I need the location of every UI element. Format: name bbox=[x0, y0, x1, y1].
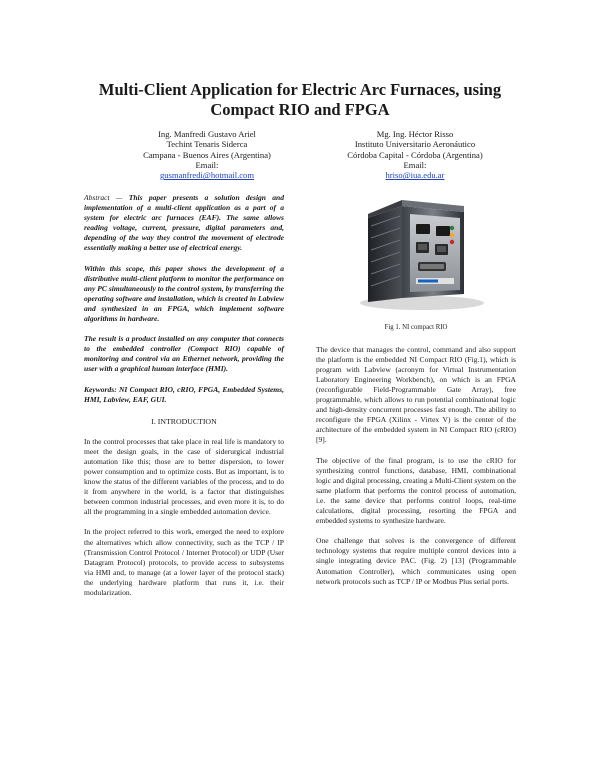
author-affiliation: Instituto Universitario Aeronáutico bbox=[354, 139, 476, 150]
abstract-paragraph bbox=[84, 193, 284, 253]
author-email-link[interactable]: hriso@iua.edu.ar bbox=[385, 170, 445, 181]
figure-compact-rio-photo bbox=[340, 190, 500, 315]
keywords: Keywords: NI Compact RIO, cRIO, FPGA, Embedded Systems, HMI, Labview, EAF, GUI. bbox=[84, 384, 284, 404]
compact-rio-device-image bbox=[340, 190, 500, 315]
author-affiliation: Techint Tenaris Siderca bbox=[166, 139, 248, 150]
title-line-1: Multi-Client Application for Electric Arc Furnaces, using bbox=[98, 80, 502, 99]
title-line-2: Compact RIO and FPGA bbox=[210, 100, 390, 119]
intro-paragraph-1: In the control processes that take place in real life is mandatory to meet the design goals, in the case of siderurgical industrial automation like this; those are to better dispersion, to lower power consumption and to optimize costs. But as important, is to know the status of the different variables of the process, and to do it from anywhere in the world, is a factor that distinguishes between common industrial processes, and even more it is, to do all the programming in a single embedded automation device. bbox=[84, 436, 284, 517]
author-name: Ing. Manfredi Gustavo Ariel bbox=[158, 129, 256, 139]
left-column bbox=[84, 193, 284, 608]
body-paragraph-3: One challenge that solves is the convergence of different technology systems that require multiple control devices into a single integrating device PAC. (Fig. 2) [13] (Programmable Automation Controller), which communicates using open network protocols such as TCP / IP or Modbus Plus serial ports. bbox=[316, 536, 516, 586]
abstract-paragraph-3: The result is a product installed on any computer that connects to the embedded controller (Compact RIO) capable of monitoring and control via an Ethernet network, providing the user with a graphical human interface (HMI). bbox=[84, 334, 284, 374]
author-location: Córdoba Capital - Córdoba (Argentina) bbox=[347, 149, 483, 160]
author-location: Campana - Buenos Aires (Argentina) bbox=[143, 149, 271, 160]
email-label: Email: bbox=[195, 159, 219, 170]
body-paragraph-2: The objective of the final program, is to use the cRIO for synthesizing control functions, database, HMI, combinational logic and digital processing, creating a Multi-Client system on the same platform that performs the control process of automation, i.e. the same device that performs control loops, real-time calculations, digital processing, resorting the FPGA and embedded systems to synthesize hardware. bbox=[316, 455, 516, 526]
author-email-line bbox=[102, 160, 312, 181]
author-name: Mg. Ing. Héctor Risso bbox=[376, 129, 454, 139]
abstract-paragraph-2: Within this scope, this paper shows the development of a distributive multi-client platform to monitor the performance on any PC simultaneously to the control system, by transferring the operating software and installation, which is created in Labview and synthesized in an FPGA, which implement software algorithms in hardware. bbox=[84, 263, 284, 323]
abstract-lead: Abstract — bbox=[84, 193, 129, 202]
abstract-text: This paper presents a solution design and implementation of a multi-client application as a part of a system for electric arc furnaces (EAF). The same allows reading voltage, current, pressure, digital parameters and, depending of the way they control the movement of electrode essentially making a better use of electrical energy. bbox=[84, 193, 284, 253]
figure-caption: Fig 1. NI compact RIO bbox=[384, 324, 448, 331]
right-column bbox=[316, 345, 516, 597]
body-paragraph-1: The device that manages the control, command and also support the platform is the embedded NI Compact RIO (Fig.1), which is program with Labview (acronym for Virtual Instrumentation Laboratory Engineering Workbench), on which is an FPGA (reconfigurable Field-Programmable Gate Array), free programmable, which allows to run potential combinational logic and high-density concurrent processes fast enough. The ability to reconfigure the FPGA (Xilinx - Virtex V) is the center of the architecture of the embedded system in NI Compact RIO (cRIO) [9]. bbox=[316, 345, 516, 445]
paper-title bbox=[40, 80, 560, 120]
author-block-1 bbox=[102, 129, 312, 180]
section-heading-introduction: I. INTRODUCTION bbox=[151, 416, 217, 426]
author-email-link[interactable]: gusmanfredi@hotmail.com bbox=[159, 170, 255, 181]
author-block-2 bbox=[310, 129, 520, 180]
intro-paragraph-2: In the project referred to this work, emerged the need to explore the alternatives which allow connectivity, such as the TCP / IP (Transmission Control Protocol / Internet Protocol) or UDP (User Datagram Protocol) protocols, to provide access to subsystems via HMI and, to manage (at a lower layer of the protocol stack) the underlying hardware platform that runs it, i.e. their modularization. bbox=[84, 527, 284, 597]
email-label: Email: bbox=[403, 159, 427, 170]
author-email-line bbox=[310, 160, 520, 181]
